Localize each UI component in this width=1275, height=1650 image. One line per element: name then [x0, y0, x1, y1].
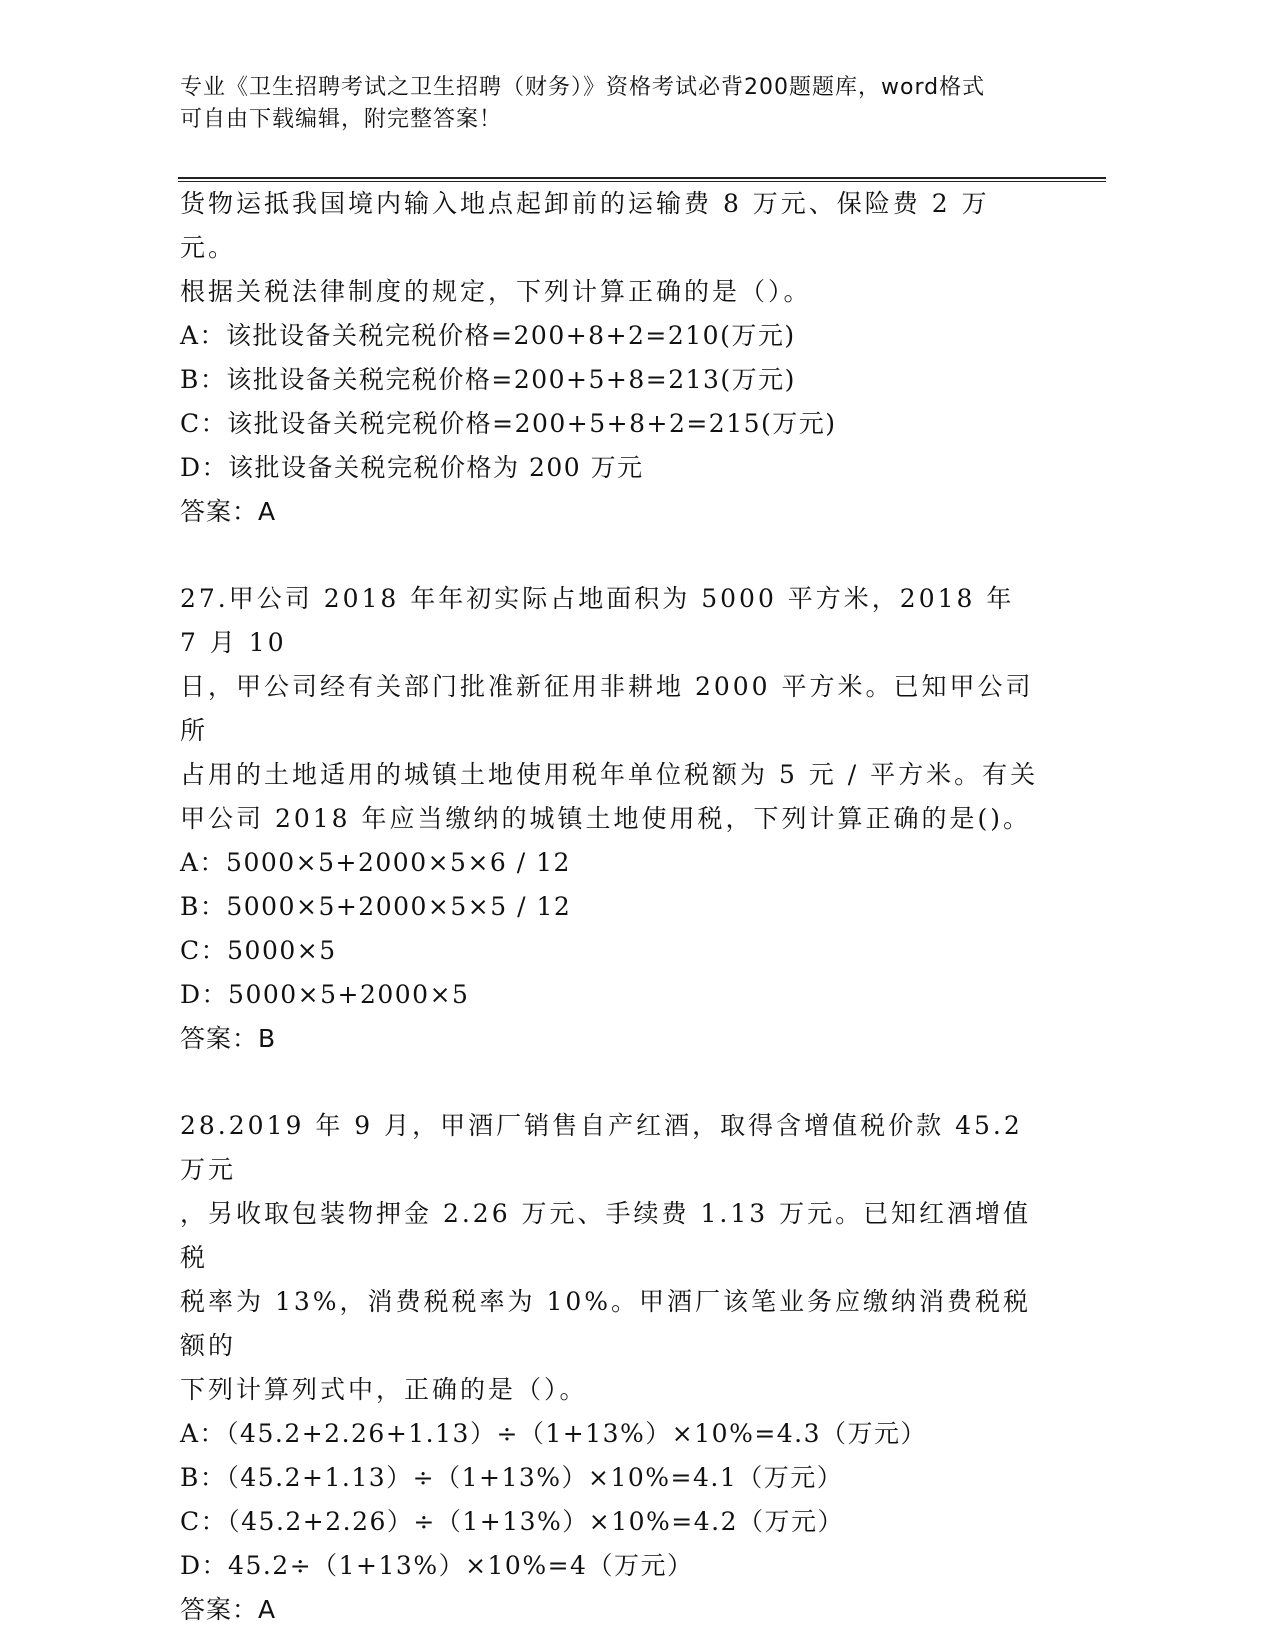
option-a: A：该批设备关税完税价格=200+8+2=210(万元): [180, 321, 796, 350]
question-26: [180, 182, 1040, 534]
option-c: C：该批设备关税完税价格=200+5+8+2=215(万元): [180, 409, 837, 438]
question-text-line: ，另收取包装物押金 2.26 万元、手续费 1.13 万元。已知红酒增值税: [180, 1199, 1032, 1272]
option-d: D：该批设备关税完税价格为 200 万元: [180, 453, 644, 482]
answer: 答案：A: [180, 497, 277, 526]
option-a: A：5000×5+2000×5×6 / 12: [180, 848, 571, 877]
document-header: [180, 72, 1060, 136]
answer: 答案：B: [180, 1024, 277, 1053]
header-title-line-1: 专业《卫生招聘考试之卫生招聘（财务）》资格考试必背200题题库，word格式: [180, 75, 986, 100]
question-text-line: 占用的土地适用的城镇土地使用税年单位税额为 5 元 / 平方米。有关: [180, 760, 1039, 789]
option-b: B：5000×5+2000×5×5 / 12: [180, 892, 572, 921]
question-27: [180, 577, 1040, 1061]
question-text-line: 28.2019 年 9 月，甲酒厂销售自产红酒，取得含增值税价款 45.2 万元: [180, 1111, 1023, 1184]
document-body: [180, 182, 1040, 1632]
option-c: C：（45.2+2.26）÷（1+13%）×10%=4.2（万元）: [180, 1507, 844, 1536]
question-text-line: 下列计算列式中，正确的是（）。: [180, 1375, 588, 1404]
question-28: [180, 1104, 1040, 1632]
question-spacer: [180, 534, 1040, 577]
option-b: B：（45.2+1.13）÷（1+13%）×10%=4.1（万元）: [180, 1463, 844, 1492]
option-d: D：5000×5+2000×5: [180, 980, 470, 1009]
answer: 答案：A: [180, 1595, 277, 1624]
option-b: B：该批设备关税完税价格=200+5+8=213(万元): [180, 365, 796, 394]
question-text-line: 甲公司 2018 年应当缴纳的城镇土地使用税，下列计算正确的是()。: [180, 804, 1032, 833]
header-title-line-2: 可自由下载编辑，附完整答案！: [180, 107, 503, 132]
question-text-line: 27.甲公司 2018 年年初实际占地面积为 5000 平方米，2018 年 7 月 10: [180, 584, 1015, 657]
option-c: C：5000×5: [180, 936, 337, 965]
question-spacer: [180, 1061, 1040, 1104]
question-text-line: 税率为 13%，消费税税率为 10%。甲酒厂该笔业务应缴纳消费税税额的: [180, 1287, 1032, 1360]
question-text-line: 日，甲公司经有关部门批准新征用非耕地 2000 平方米。已知甲公司所: [180, 672, 1034, 745]
question-text-line: 货物运抵我国境内输入地点起卸前的运输费 8 万元、保险费 2 万元。: [180, 189, 990, 262]
option-a: A：（45.2+2.26+1.13）÷（1+13%）×10%=4.3（万元）: [180, 1419, 928, 1448]
question-text-line: 根据关税法律制度的规定，下列计算正确的是（）。: [180, 277, 812, 306]
option-d: D：45.2÷（1+13%）×10%=4（万元）: [180, 1551, 694, 1580]
